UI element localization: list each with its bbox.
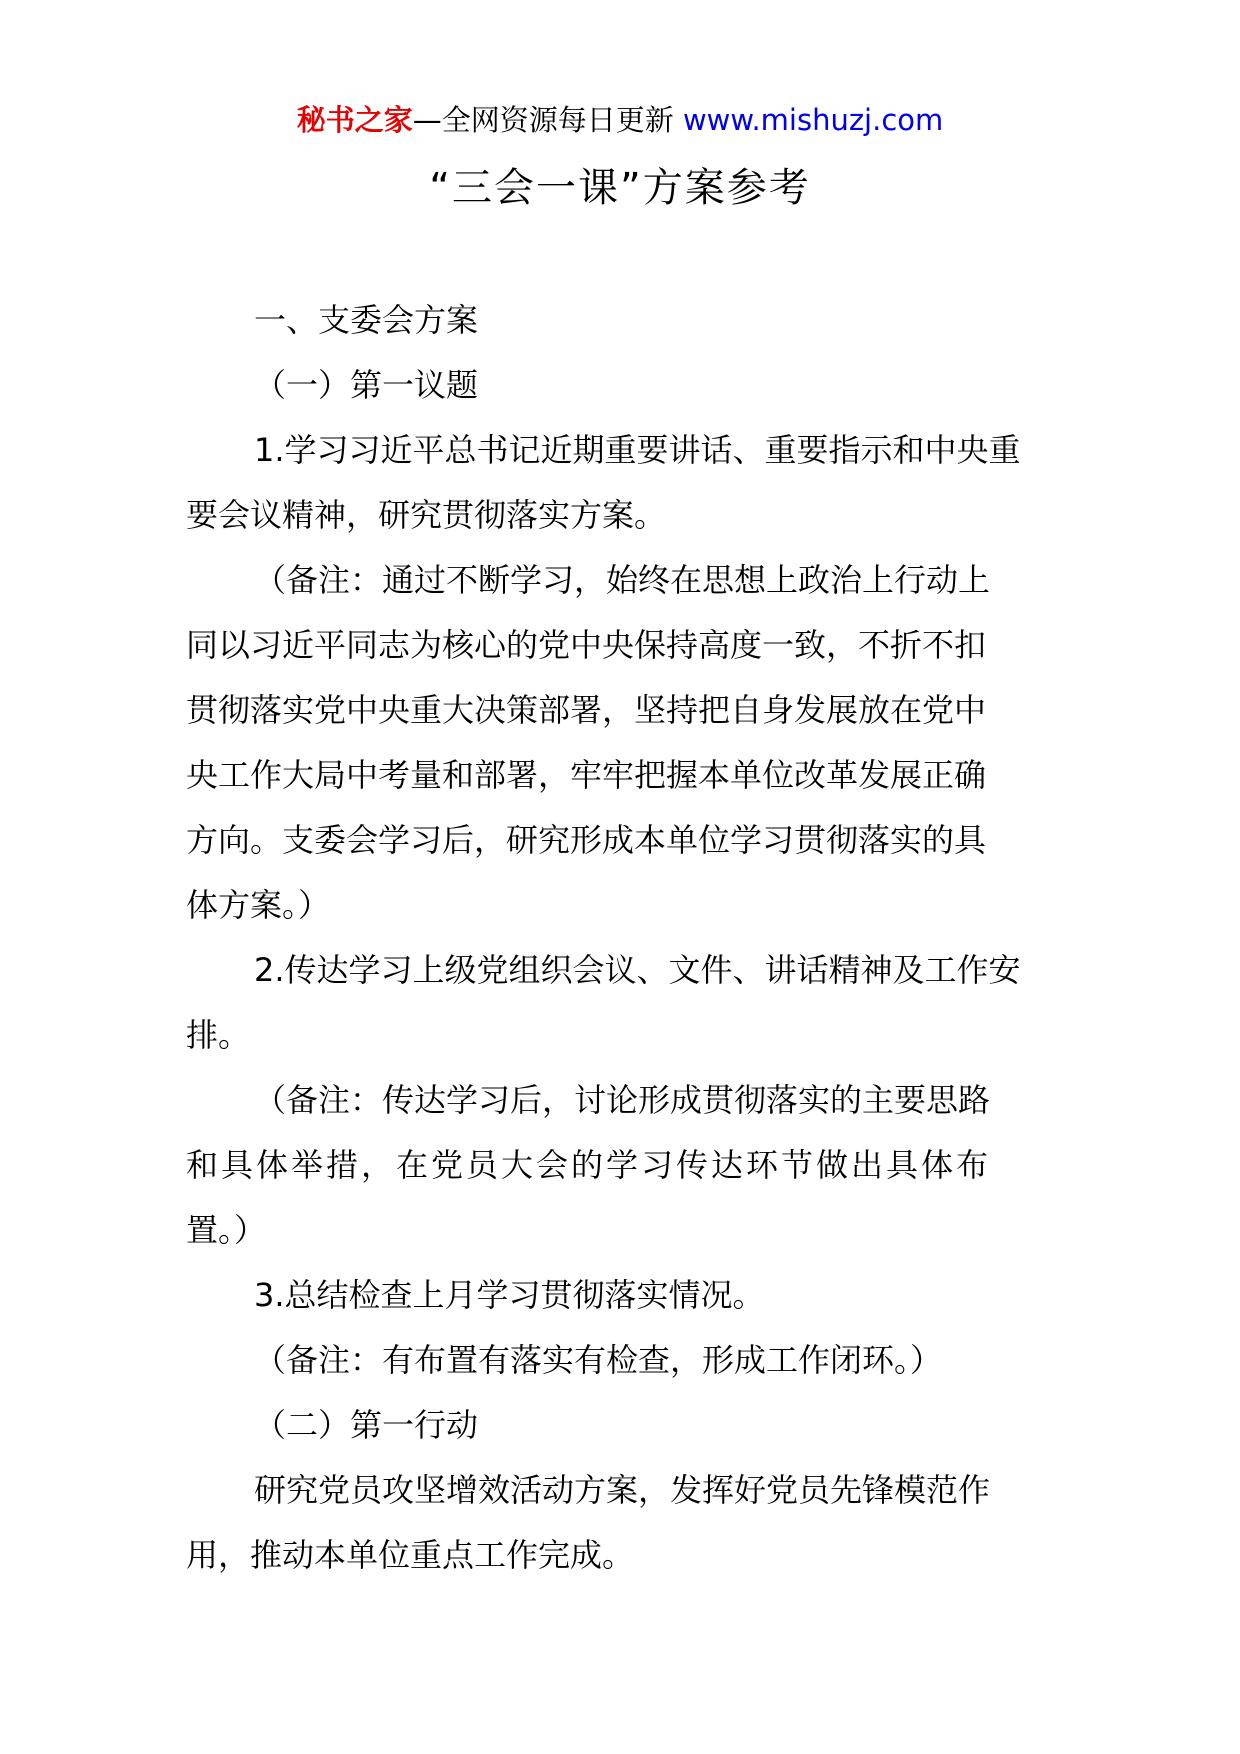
paragraph-note-1: （备注：通过不断学习，始终在思想上政治上行动上 同以习近平同志为核心的党中央保持高度一致，不折不扣 贯彻落实党中央重大决策部署，坚持把自身发展放在党中 央工作大局中考量和部署，牢牢把握本单位改革发展正确 方向。支委会学习后，研究形成本单位学习贯彻落实的具 体方案。） [186,561,991,924]
site-url-link[interactable]: www.mishuzj.com [682,103,944,137]
document-title: “三会一课”方案参考 [429,165,811,211]
document-body [186,288,1056,1588]
paragraph-item-3: 3.总结检查上月学习贯彻落实情况。 [254,1276,765,1314]
subsection-heading: （一）第一议题 [254,366,479,404]
paragraph-action: 研究党员攻坚增效活动方案，发挥好党员先锋模范作 用，推动本单位重点工作完成。 [186,1471,991,1574]
site-header [0,100,1240,140]
section-heading: 一、支委会方案 [254,301,479,339]
subsection-heading-2: （二）第一行动 [254,1406,479,1444]
brand-name: 秘书之家 [296,103,413,137]
paragraph-item-1: 1.学习习近平总书记近期重要讲话、重要指示和中央重 要会议精神，研究贯彻落实方案。 [186,431,1021,534]
paragraph-item-2: 2.传达学习上级党组织会议、文件、讲话精神及工作安 排。 [186,951,1021,1054]
paragraph-note-2: （备注：传达学习后，讨论形成贯彻落实的主要思路 和具体举措，在党员大会的学习传达环节做出具体布 置。） [186,1081,992,1249]
header-slogan: —全网资源每日更新 [412,103,674,137]
paragraph-note-3: （备注：有布置有落实有检查，形成工作闭环。） [254,1341,943,1379]
